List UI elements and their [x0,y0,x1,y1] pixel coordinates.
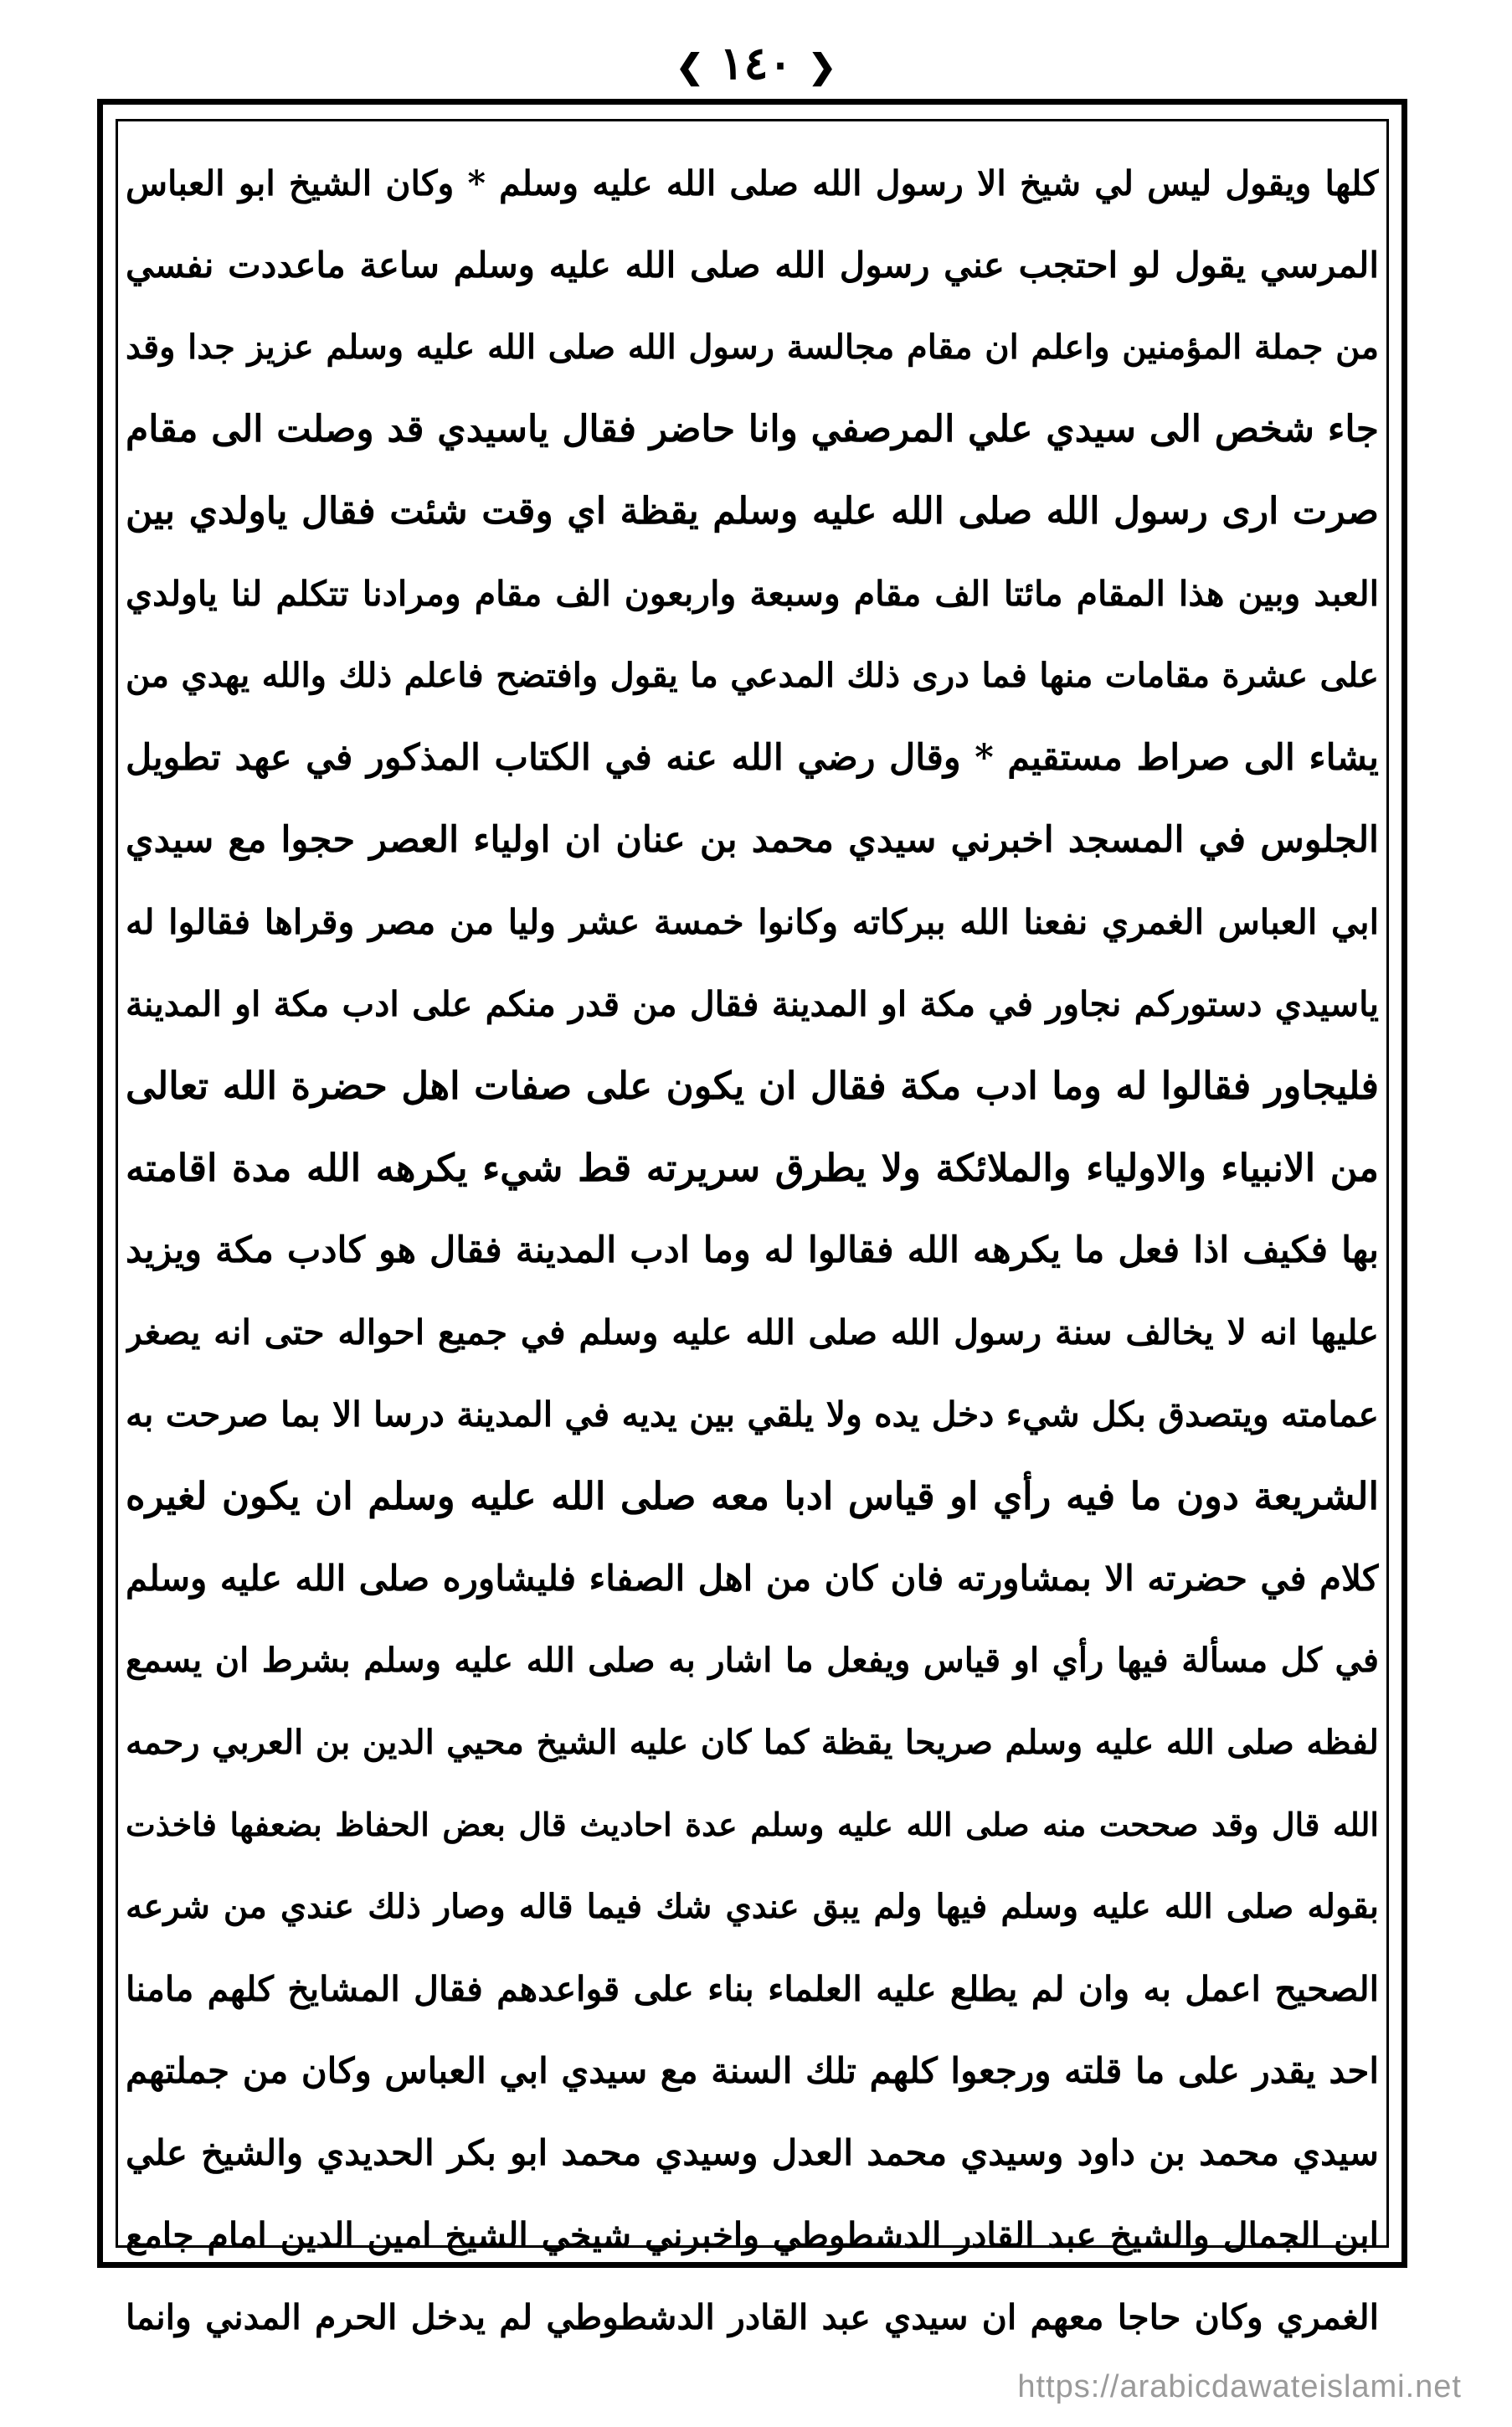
text-line: ابي العباس الغمري نفعنا الله ببركاته وكانوا خمسة عشر وليا من مصر وقراها فقالوا له [126,902,1379,942]
text-line: سيدي محمد بن داود وسيدي محمد العدل وسيدي محمد ابو بكر الحديدي والشيخ علي [126,2132,1379,2173]
text-line: صرت ارى رسول الله صلى الله عليه وسلم يقظة اي وقت شئت فقال ياولدي بين [126,490,1379,533]
ornament-right-icon: ❯ [808,46,836,86]
text-line: العبد وبين هذا المقام مائتا الف مقام وسبعة واربعون الف مقام ومرادنا تتكلم لنا ياولدي [126,574,1379,614]
page-number-value: ١٤٠ [719,36,793,90]
text-line: ابن الجمال والشيخ عبد القادر الدشطوطي واخبرني شيخي الشيخ امين الدين امام جامع [126,2215,1379,2255]
text-line: عليها انه لا يخالف سنة رسول الله صلى الله عليه وسلم في جميع احواله حتى انه يصغر [126,1312,1379,1353]
ornament-left-icon: ❮ [676,46,704,86]
text-line: على عشرة مقامات منها فما درى ذلك المدعي ما يقول وافتضح فاعلم ذلك والله يهدي من [126,656,1379,695]
text-line: المرسي يقول لو احتجب عني رسول الله صلى الله عليه وسلم ساعة ماعددت نفسي [126,245,1379,286]
text-line: كلها ويقول ليس لي شيخ الا رسول الله صلى الله عليه وسلم * وكان الشيخ ابو العباس [126,163,1379,204]
text-line: بها فكيف اذا فعل ما يكرهه الله فقالوا له وما ادب المدينة فقال هو كادب مكة ويزيد [126,1229,1379,1271]
page-number [0,33,1512,96]
text-line: لفظه صلى الله عليه وسلم صريحا يقظة كما كان عليه الشيخ محيي الدين بن العربي رحمه [126,1723,1379,1762]
text-line: ياسيدي دستوركم نجاور في مكة او المدينة فقال من قدر منكم على ادب مكة او المدينة [126,984,1379,1024]
text-line: الصحيح اعمل به وان لم يطلع عليه العلماء بناء على قواعدهم فقال المشايخ كلهم مامنا [126,1969,1379,2009]
text-line: عمامته ويتصدق بكل شيء دخل يده ولا يلقي بين يديه في المدينة درسا الا بما صرحت به [126,1394,1379,1435]
text-line: الغمري وكان حاجا معهم ان سيدي عبد القادر الدشطوطي لم يدخل الحرم المدني وانما [126,2297,1379,2337]
text-line: في كل مسألة فيها رأي او قياس ويفعل ما اشار به صلى الله عليه وسلم بشرط ان يسمع [126,1641,1379,1680]
body-text [126,142,1379,2358]
text-line: من الانبياء والاولياء والملائكة ولا يطرق سريرته قط شيء يكرهه الله مدة اقامته [126,1146,1379,1190]
text-line: بقوله صلى الله عليه وسلم فيها ولم يبق عندي شك فيما قاله وصار ذلك عندي من شرعه [126,1887,1379,1926]
text-line: من جملة المؤمنين واعلم ان مقام مجالسة رسول الله صلى الله عليه وسلم عزيز جدا وقد [126,327,1379,367]
text-line: فليجاور فقالوا له وما ادب مكة فقال ان يكون على صفات اهل حضرة الله تعالى [126,1064,1379,1108]
text-line: جاء شخص الى سيدي علي المرصفي وانا حاضر فقال ياسيدي قد وصلت الى مقام [126,408,1379,451]
text-line: يشاء الى صراط مستقيم * وقال رضي الله عنه في الكتاب المذكور في عهد تطويل [126,737,1379,779]
text-line: احد يقدر على ما قلته ورجعوا كلهم تلك السنة مع سيدي ابي العباس وكان من جملتهم [126,2050,1379,2091]
watermark: https://arabicdawateislami.net [1017,2369,1462,2404]
text-line: الشريعة دون ما فيه رأي او قياس ادبا معه صلى الله عليه وسلم ان يكون لغيره [126,1474,1379,1518]
text-line: الله قال وقد صححت منه صلى الله عليه وسلم عدة احاديث قال بعض الحفاظ بضعفها فاخذت [126,1806,1379,1843]
text-line: الجلوس في المسجد اخبرني سيدي محمد بن عنان ان اولياء العصر حجوا مع سيدي [126,819,1379,861]
text-line: كلام في حضرته الا بمشاورته فان كان من اهل الصفاء فليشاوره صلى الله عليه وسلم [126,1558,1379,1599]
